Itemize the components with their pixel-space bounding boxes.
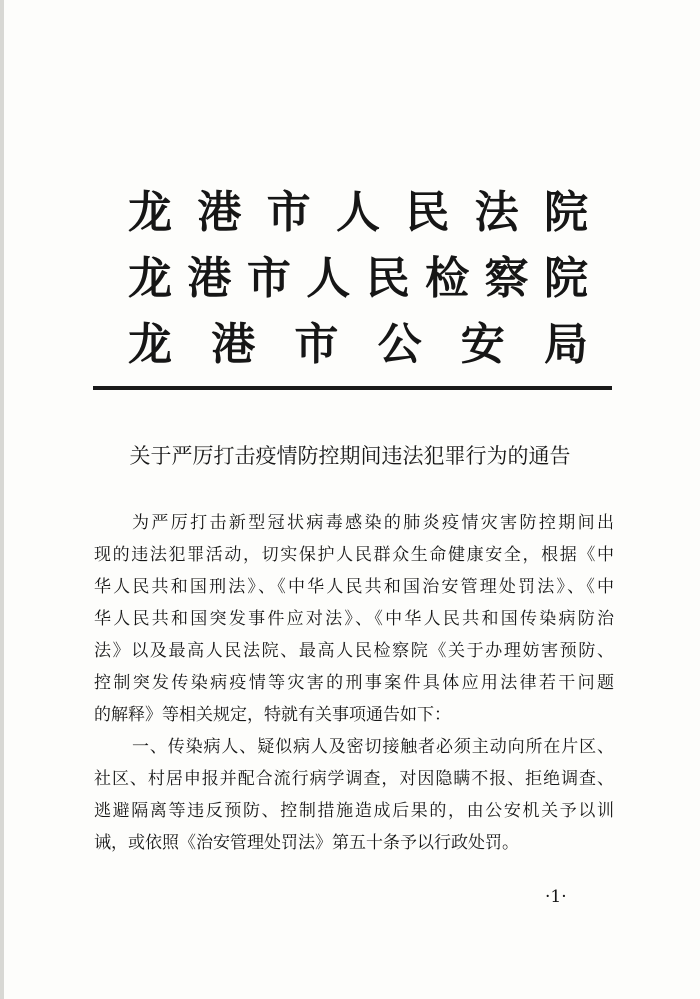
agency-char: 公 (377, 319, 422, 370)
body-line: 的解释》等相关规定，特就有关事项通告如下： (94, 705, 451, 725)
issuing-agencies (128, 180, 588, 378)
agency-name-court (128, 180, 588, 246)
document-title: 关于严厉打击疫情防控期间违法犯罪行为的通告 (129, 444, 571, 468)
agency-char: 市 (266, 187, 311, 238)
agency-char: 安 (460, 319, 505, 370)
agency-char: 港 (211, 319, 256, 370)
header-divider (93, 386, 612, 390)
document-body (94, 507, 614, 859)
body-line: 诫，或依照《治安管理处罚法》第五十条予以行政处罚。 (94, 833, 519, 853)
agency-char: 龙 (128, 187, 172, 238)
agency-char: 港 (197, 187, 242, 238)
agency-name-police (128, 312, 588, 378)
agency-char: 民 (365, 253, 410, 304)
agency-char: 检 (425, 253, 470, 304)
agency-char: 市 (294, 319, 339, 370)
agency-name-procuratorate (128, 246, 588, 312)
agency-char: 法 (474, 187, 519, 238)
agency-char: 人 (306, 253, 351, 304)
body-line: 法》以及最高人民法院、最高人民检察院《关于办理妨害预防、 (94, 641, 614, 661)
body-line: 控制突发传染病疫情等灾害的刑事案件具体应用法律若干问题 (94, 673, 614, 693)
body-line: 华人民共和国突发事件应对法》、《中华人民共和国传染病防治 (94, 609, 614, 629)
agency-char: 龙 (128, 253, 172, 304)
agency-char: 市 (246, 253, 291, 304)
body-line: 为严厉打击新型冠状病毒感染的肺炎疫情灾害防控期间出 (132, 513, 614, 533)
agency-char: 龙 (128, 319, 172, 370)
agency-char: 人 (335, 187, 380, 238)
body-line: 逃避隔离等违反预防、控制措施造成后果的，由公安机关予以训 (94, 801, 614, 821)
page-number: ·1· (545, 887, 567, 907)
body-line: 华人民共和国刑法》、《中华人民共和国治安管理处罚法》、《中 (94, 577, 614, 597)
body-line: 社区、村居申报并配合流行病学调查，对因隐瞒不报、拒绝调查、 (94, 769, 614, 789)
agency-char: 民 (405, 187, 450, 238)
body-line: 一、传染病人、疑似病人及密切接触者必须主动向所在片区、 (132, 737, 614, 757)
agency-char: 港 (187, 253, 232, 304)
page-edge (0, 0, 4, 999)
agency-char: 院 (543, 187, 588, 238)
agency-char: 局 (543, 319, 588, 370)
agency-char: 院 (543, 253, 588, 304)
body-line: 现的违法犯罪活动，切实保护人民群众生命健康安全，根据《中 (94, 545, 614, 565)
agency-char: 察 (484, 253, 529, 304)
